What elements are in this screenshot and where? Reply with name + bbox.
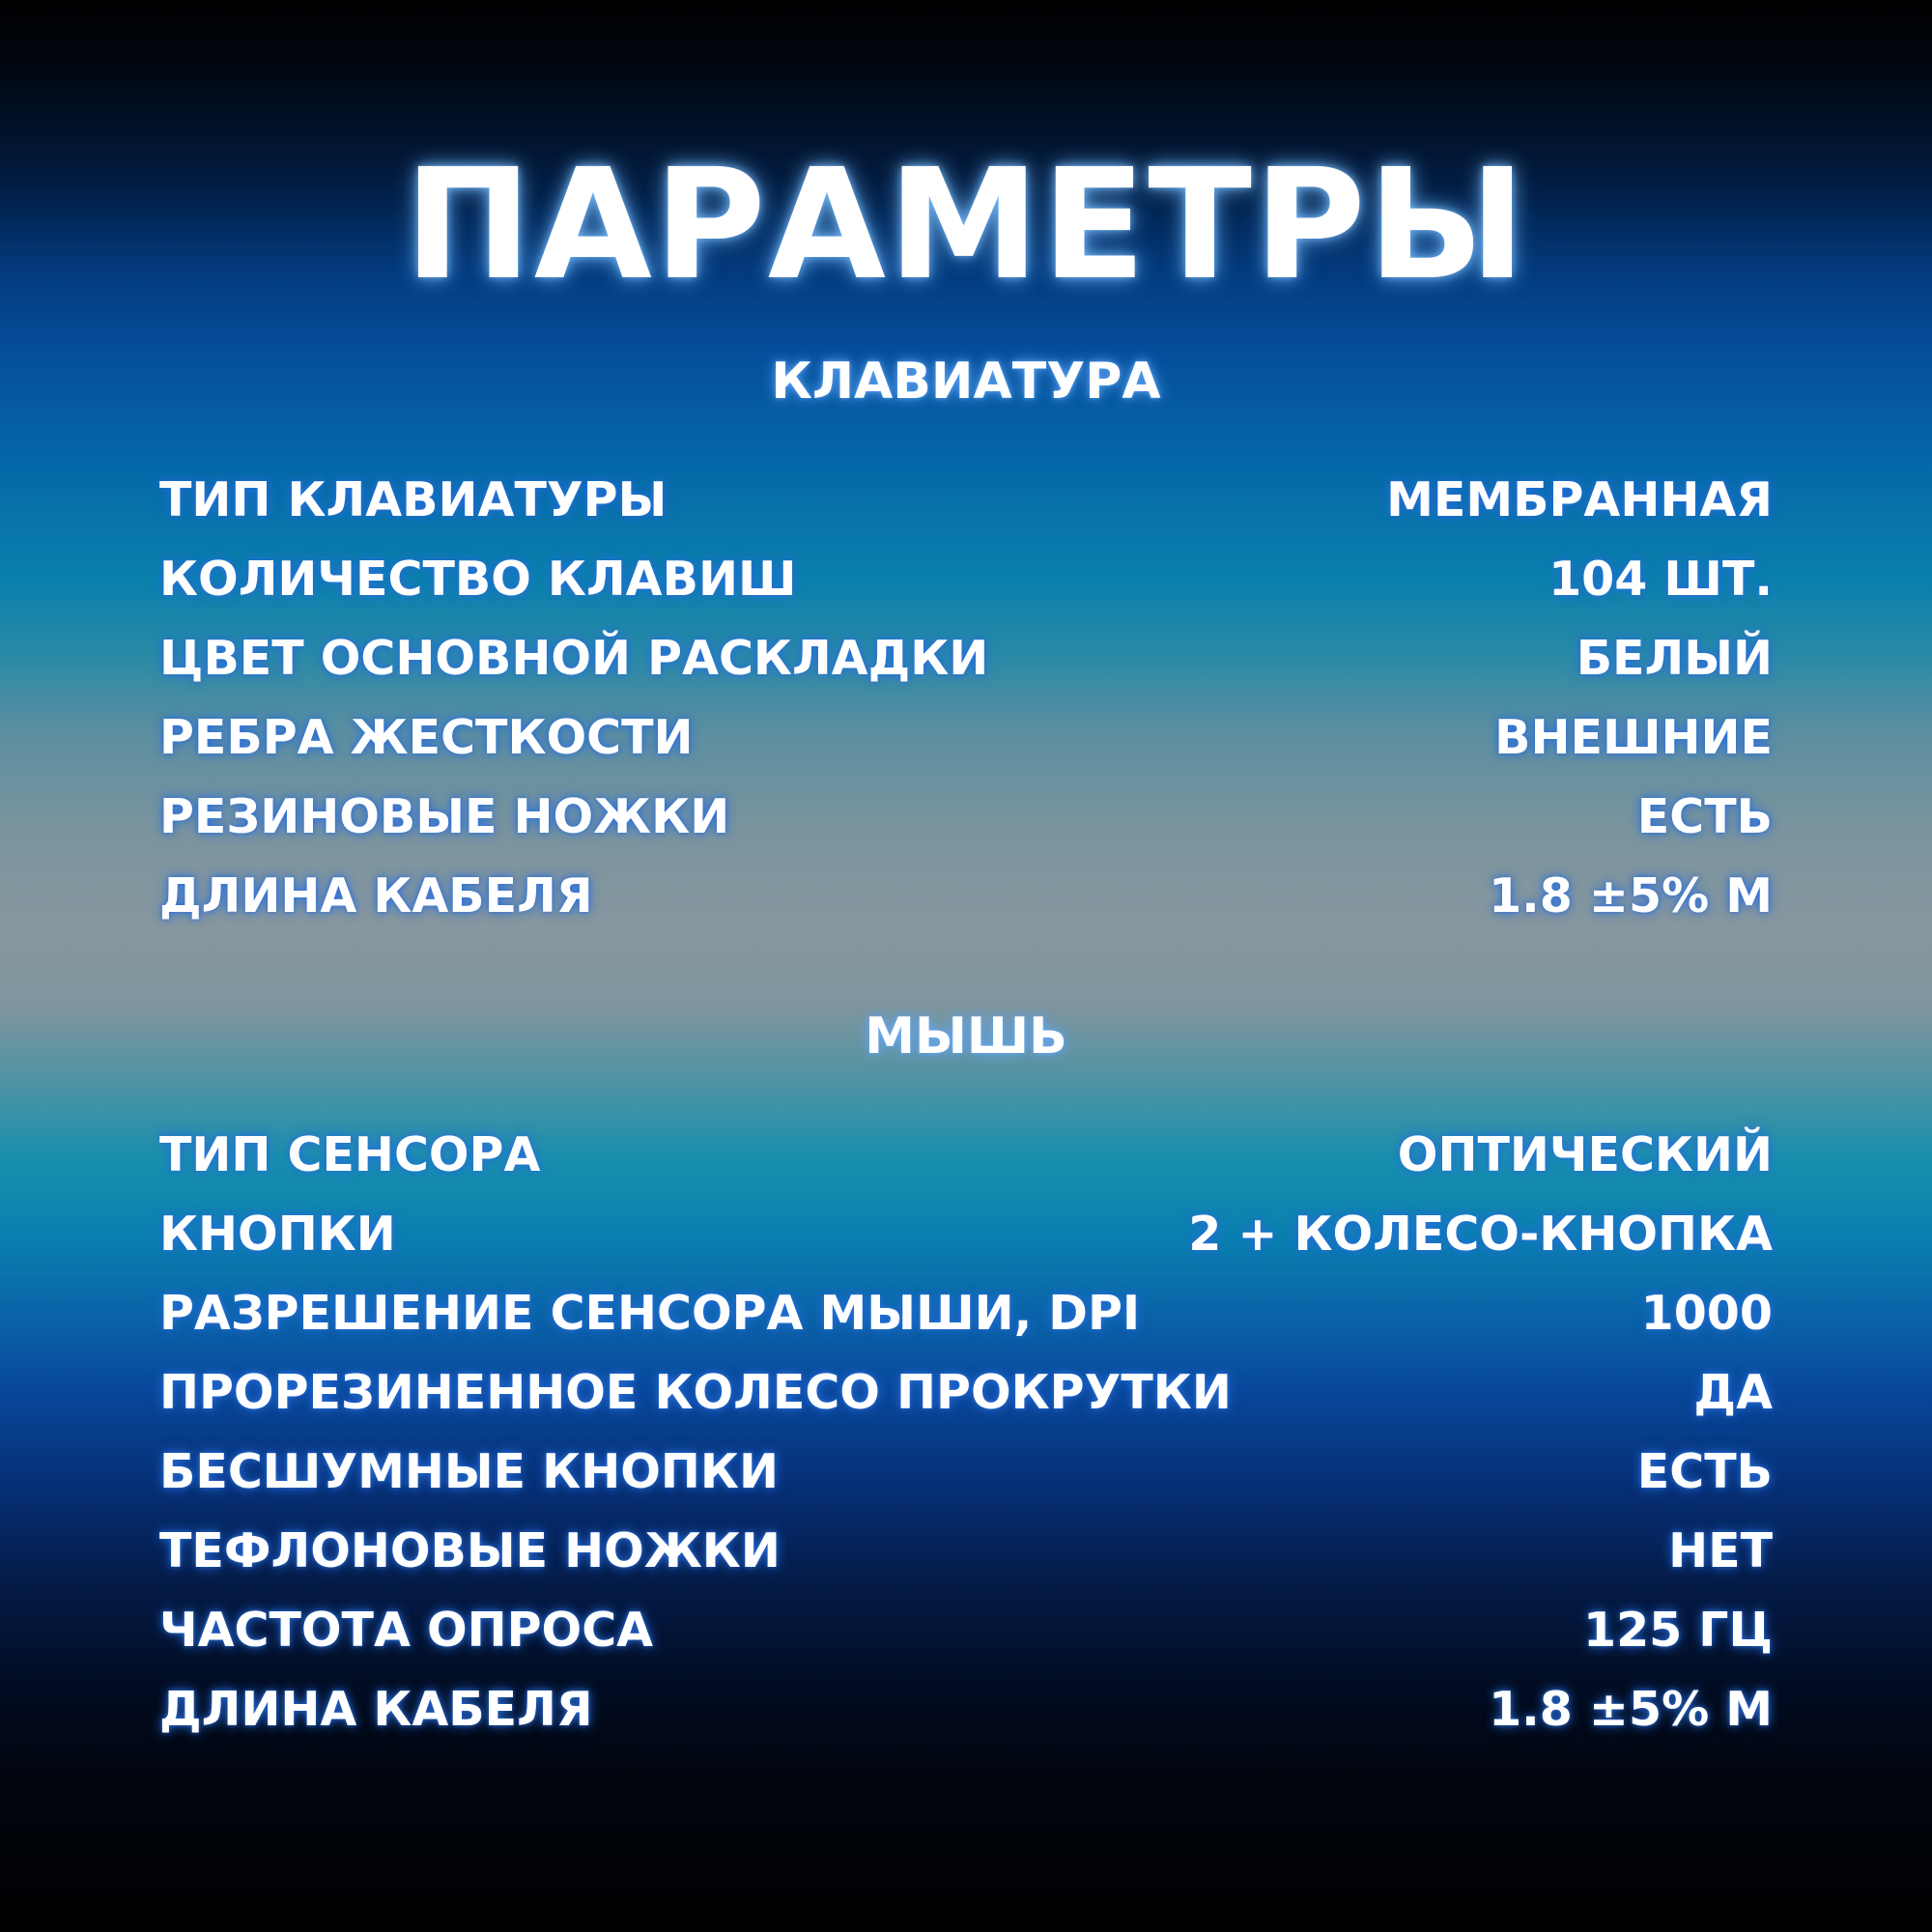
spec-label: ТЕФЛОНОВЫЕ НОЖКИ <box>159 1522 781 1578</box>
spec-label: ПРОРЕЗИНЕННОЕ КОЛЕСО ПРОКРУТКИ <box>159 1364 1232 1420</box>
spec-label: ЦВЕТ ОСНОВНОЙ РАСКЛАДКИ <box>159 630 989 686</box>
spec-value: 104 ШТ. <box>1548 551 1773 607</box>
spec-row-buttons <box>159 1194 1773 1273</box>
spec-value: 2 + КОЛЕСО-КНОПКА <box>1188 1206 1773 1262</box>
spec-label: ЧАСТОТА ОПРОСА <box>159 1602 654 1658</box>
spec-label: КНОПКИ <box>159 1206 396 1262</box>
spec-value: ЕСТЬ <box>1636 1443 1773 1499</box>
page-title: ПАРАМЕТРЫ <box>404 136 1528 314</box>
keyboard-section-heading: КЛАВИАТУРА <box>771 353 1161 411</box>
mouse-spec-list <box>159 1115 1773 1748</box>
keyboard-spec-list <box>159 460 1773 935</box>
spec-row-keyboard-type <box>159 460 1773 539</box>
spec-row-silent-buttons <box>159 1432 1773 1511</box>
spec-label: ТИП КЛАВИАТУРЫ <box>159 471 668 527</box>
spec-value: 125 ГЦ <box>1582 1602 1773 1658</box>
spec-value: НЕТ <box>1668 1522 1773 1578</box>
spec-label: ДЛИНА КАБЕЛЯ <box>159 867 593 923</box>
spec-row-stiffening-ribs <box>159 697 1773 777</box>
spec-row-keyboard-cable-length <box>159 856 1773 935</box>
spec-row-mouse-cable-length <box>159 1669 1773 1748</box>
spec-label: ДЛИНА КАБЕЛЯ <box>159 1681 593 1737</box>
spec-label: РЕЗИНОВЫЕ НОЖКИ <box>159 788 730 844</box>
spec-label: БЕСШУМНЫЕ КНОПКИ <box>159 1443 779 1499</box>
spec-value: 1000 <box>1640 1285 1773 1341</box>
spec-row-rubber-feet <box>159 777 1773 856</box>
spec-label: ТИП СЕНСОРА <box>159 1126 541 1182</box>
spec-label: РАЗРЕШЕНИЕ СЕНСОРА МЫШИ, DPI <box>159 1285 1141 1341</box>
spec-row-polling-rate <box>159 1590 1773 1669</box>
spec-row-key-count <box>159 539 1773 618</box>
spec-label: КОЛИЧЕСТВО КЛАВИШ <box>159 551 797 607</box>
spec-row-teflon-feet <box>159 1511 1773 1590</box>
spec-row-sensor-dpi <box>159 1273 1773 1352</box>
spec-value: БЕЛЫЙ <box>1576 630 1773 686</box>
spec-value: МЕМБРАННАЯ <box>1386 471 1773 527</box>
spec-value: ОПТИЧЕСКИЙ <box>1397 1126 1773 1182</box>
spec-row-sensor-type <box>159 1115 1773 1194</box>
spec-value: 1.8 ±5% М <box>1489 1681 1773 1737</box>
spec-row-layout-color <box>159 618 1773 697</box>
spec-value: ЕСТЬ <box>1636 788 1773 844</box>
spec-value: ВНЕШНИЕ <box>1494 709 1773 765</box>
mouse-section-heading: МЫШЬ <box>865 1008 1067 1065</box>
spec-value: 1.8 ±5% М <box>1489 867 1773 923</box>
spec-label: РЕБРА ЖЕСТКОСТИ <box>159 709 694 765</box>
spec-value: ДА <box>1693 1364 1773 1420</box>
spec-row-rubber-wheel <box>159 1352 1773 1432</box>
